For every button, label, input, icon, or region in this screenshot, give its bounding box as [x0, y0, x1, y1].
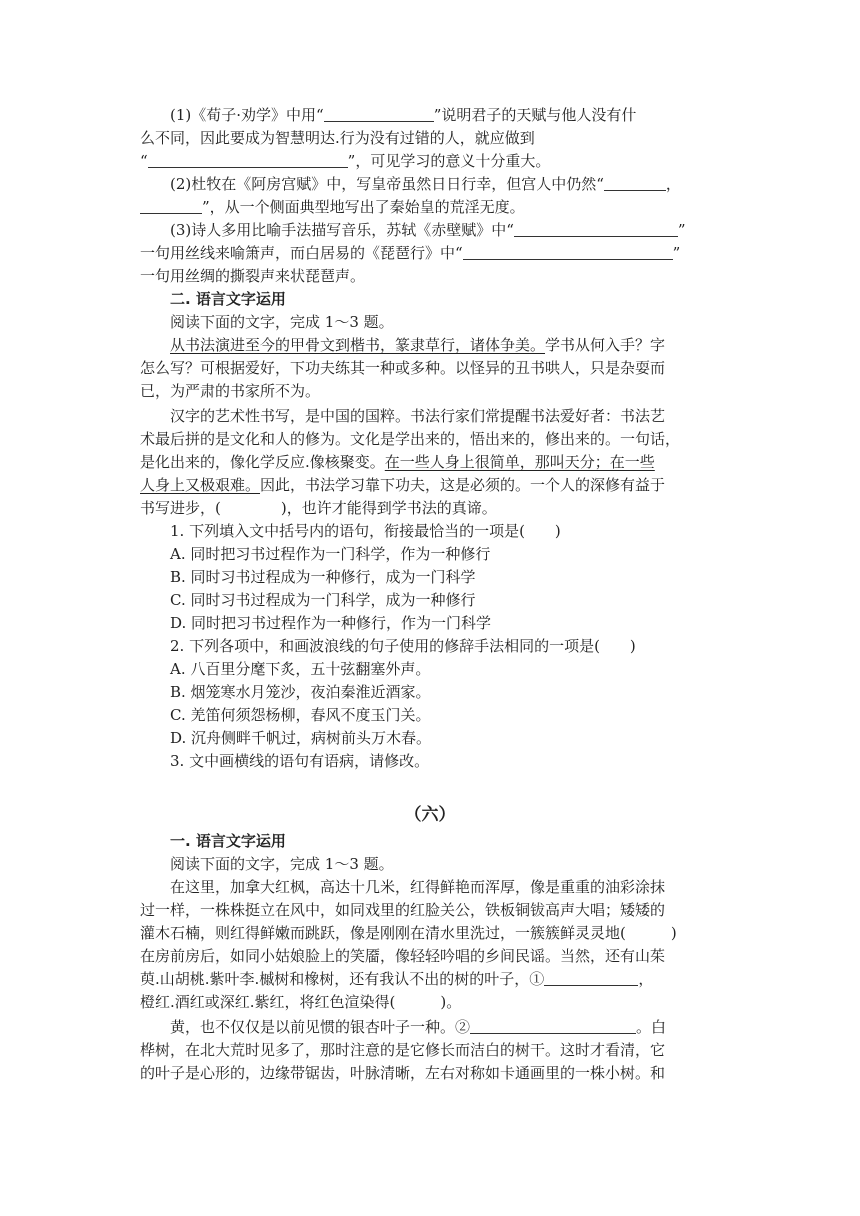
- passage-line: 怎么写？可根据爱好，下功夫练其一种或多种。以怪异的丑书哄人，只是杂耍而: [140, 359, 666, 377]
- passage-line: 汉字的艺术性书写，是中国的国粹。书法行家们常提醒书法爱好者：书法艺: [170, 407, 666, 425]
- passage-line: 人身上又极艰难。因此，书法学习靠下功夫，这是必须的。一个人的深修有益于: [140, 476, 666, 494]
- passage-line: 从书法演进至今的甲骨文到楷书，篆隶草行，诸体争美。学书从何入手？字: [170, 336, 666, 354]
- question-2-line-2: ”，从一个侧面典型地写出了秦始皇的荒淫无度。: [140, 196, 730, 219]
- answer-blank[interactable]: [140, 198, 202, 214]
- passage-line: 术最后拼的是文化和人的修为。文化是学出来的，悟出来的，修出来的。一句话，: [140, 430, 681, 448]
- answer-blank[interactable]: [470, 1018, 636, 1034]
- option-d: D. 同时把习书过程作为一种修行，作为一门科学: [170, 614, 492, 632]
- option-c: C. 同时习书过程成为一门科学，成为一种修行: [170, 591, 476, 609]
- question-2-line-1: (2)杜牧在《阿房宫赋》中，写皇帝虽然日日行幸，但宫人中仍然“ ，: [170, 175, 681, 193]
- section-title: （六）: [404, 805, 456, 825]
- passage-line: 已，为严肃的书家所不为。: [140, 382, 321, 400]
- passage-line: 书写进步，( )，也许才能得到学书法的真谛。: [140, 499, 497, 517]
- answer-blank[interactable]: [604, 175, 666, 191]
- option-a: A. 八百里分麾下炙，五十弦翻塞外声。: [170, 660, 431, 678]
- question-3-line-1: (3)诗人多用比喻手法描写音乐，苏轼《赤壁赋》中“ ”: [170, 221, 686, 239]
- passage-line: 橙红.酒红或深红.紫红，将红色渲染得( )。: [140, 993, 462, 1011]
- passage-line: 在房前房后，如同小姑娘脸上的笑靥，像轻轻吟唱的乡间民谣。当然，还有山茱: [140, 947, 666, 965]
- passage-line: 黄，也不仅仅是以前见惯的银杏叶子一种。② 。白: [170, 1018, 667, 1036]
- answer-blank[interactable]: [514, 221, 678, 237]
- passage-line: 过一样，一株株挺立在风中，如同戏里的红脸关公，铁板铜钹高声大唱；矮矮的: [140, 901, 666, 919]
- passage-line: 在这里，加拿大红枫，高达十几米，红得鲜艳而浑厚，像是重重的油彩涂抹: [170, 878, 666, 896]
- option-c: C. 羌笛何须怨杨柳，春风不度玉门关。: [170, 706, 431, 724]
- passage-line: 的叶子是心形的，边缘带锯齿，叶脉清晰，左右对称如卡通画里的一株小树。和: [140, 1064, 666, 1082]
- passage-line: 灌木石楠，则红得鲜嫩而跳跃，像是刚刚在清水里洗过，一簇簇鲜灵灵地( ): [140, 924, 677, 942]
- question-1-line-3: “ ”，可见学习的意义十分重大。: [140, 152, 551, 170]
- question-stem: 1. 下列填入文中括号内的语句，衔接最恰当的一项是( ): [170, 522, 561, 540]
- underlined-sentence: 人身上又极艰难。: [140, 476, 261, 494]
- section-heading: 二. 语言文字运用: [170, 290, 286, 308]
- underlined-sentence: 在一些人身上很简单，那叫天分；在一些: [384, 453, 655, 471]
- option-d: D. 沉舟侧畔千帆过，病树前头万木春。: [170, 729, 432, 747]
- question-3-line-3: 一句用丝绸的撕裂声来状琵琶声。: [140, 267, 366, 285]
- question-3-line-2: 一句用丝线来喻箫声，而白居易的《琵琶行》中“ ”: [140, 244, 681, 262]
- answer-blank[interactable]: [544, 970, 638, 986]
- passage-line: 是化出来的，像化学反应.像核聚变。在一些人身上很简单，那叫天分；在一些: [140, 453, 655, 471]
- section-heading: 一. 语言文字运用: [170, 832, 286, 850]
- answer-blank[interactable]: [463, 244, 673, 260]
- question-1-line-1: (1)《荀子·劝学》中用“ ”说明君子的天赋与他人没有什: [170, 106, 637, 124]
- question-stem: 3. 文中画横线的语句有语病，请修改。: [170, 752, 430, 770]
- option-b: B. 烟笼寒水月笼沙，夜泊秦淮近酒家。: [170, 683, 431, 701]
- passage-line: 萸.山胡桃.紫叶李.槭树和橡树，还有我认不出的树的叶子，① ，: [140, 970, 654, 988]
- option-b: B. 同时习书过程成为一种修行，成为一门科学: [170, 568, 476, 586]
- passage-line: 桦树，在北大荒时见多了，那时注意的是它修长而洁白的树干。这时才看清，它: [140, 1041, 666, 1059]
- section-intro: 阅读下面的文字，完成 1～3 题。: [170, 313, 394, 331]
- section-intro: 阅读下面的文字，完成 1～3 题。: [170, 855, 394, 873]
- question-1-line-2: 么不同，因此要成为智慧明达.行为没有过错的人，就应做到: [140, 129, 535, 147]
- option-a: A. 同时把习书过程作为一门科学，作为一种修行: [170, 545, 491, 563]
- answer-blank[interactable]: [148, 152, 348, 168]
- answer-blank[interactable]: [324, 106, 434, 122]
- question-stem: 2. 下列各项中，和画波浪线的句子使用的修辞手法相同的一项是( ): [170, 637, 636, 655]
- underlined-sentence: 从书法演进至今的甲骨文到楷书，篆隶草行，诸体争美。: [170, 336, 546, 354]
